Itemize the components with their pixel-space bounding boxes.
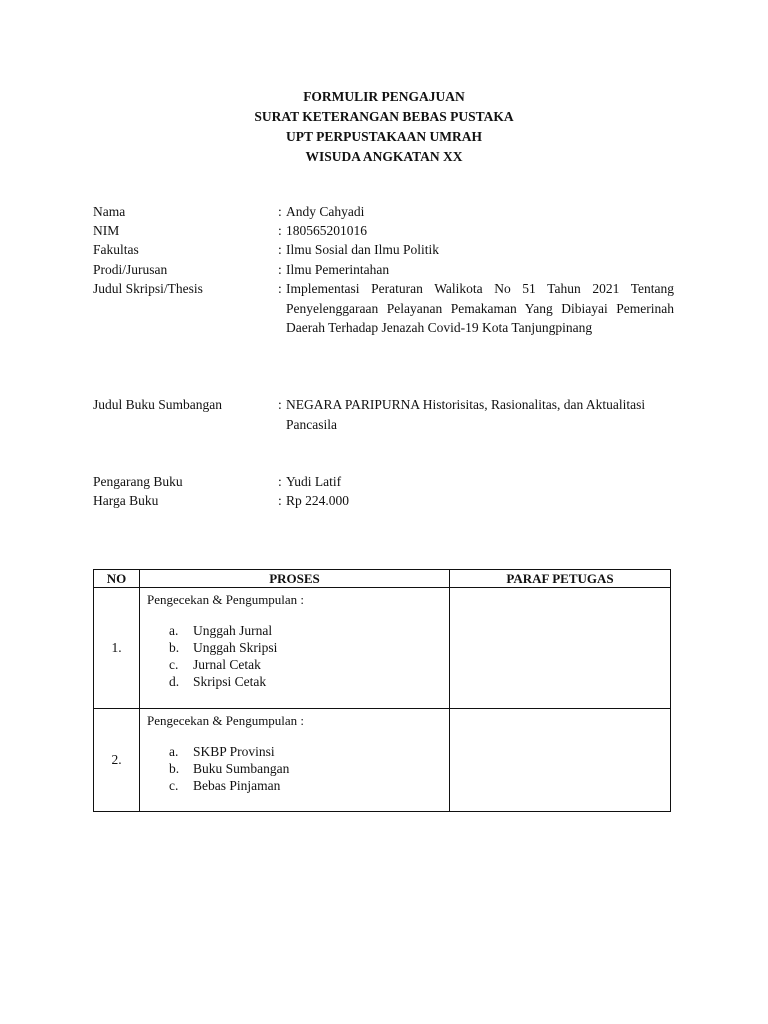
list-marker: b. [169,639,180,655]
field-colon: : [278,262,282,277]
header-proses: PROSES [140,570,450,588]
process-heading: Pengecekan & Pengumpulan : [147,592,305,607]
list-item-text: Jurnal Cetak [193,656,261,672]
paraf-cell [450,588,671,709]
field-value-nim: 180565201016 [286,223,367,238]
table-row [94,709,671,812]
field-label: Prodi/Jurusan [93,262,168,277]
table-header-row [94,570,671,588]
list-marker: b. [169,760,180,776]
process-list [147,622,449,690]
row-process [140,588,450,709]
field-colon: : [278,493,282,508]
list-item [147,656,449,673]
process-table [93,569,671,812]
field-colon: : [278,397,282,412]
header-paraf-petugas: PARAF PETUGAS [450,570,671,588]
title-line-3: UPT PERPUSTAKAAN UMRAH [285,129,482,144]
title-line-2: SURAT KETERANGAN BEBAS PUSTAKA [254,109,514,124]
list-marker: c. [169,656,179,672]
field-colon: : [278,223,282,238]
field-label: Fakultas [93,242,139,257]
list-item [147,622,449,639]
row-number: 2. [94,709,140,812]
field-colon: : [278,281,282,296]
field-colon: : [278,242,282,257]
row-number: 1. [94,588,140,709]
field-label: Harga Buku [93,493,159,508]
list-item-text: Unggah Jurnal [193,622,273,638]
form-title [0,87,768,167]
title-line-1: FORMULIR PENGAJUAN [303,89,465,104]
field-label: Judul Buku Sumbangan [93,397,223,412]
list-marker: a. [169,622,179,638]
field-label: Nama [93,204,126,219]
list-item [147,639,449,656]
list-item [147,777,449,794]
field-label: Pengarang Buku [93,474,183,489]
field-value-judul-skripsi: Implementasi Peraturan Walikota No 51 Tahun 2021 Tentang Penyelenggaraan Pelayanan Pemakaman Yang Dibiayai Pemerinah Daerah Terhadap Jenazah Covid-19 Kota Tanjungpinang [286,281,674,335]
field-value-pengarang: Yudi Latif [286,474,342,489]
field-label: NIM [93,223,120,238]
field-label: Judul Skripsi/Thesis [93,281,203,296]
row-process [140,709,450,812]
field-colon: : [278,474,282,489]
field-value-fakultas: Ilmu Sosial dan Ilmu Politik [286,242,440,257]
field-value-nama: Andy Cahyadi [286,204,365,219]
list-item-text: Buku Sumbangan [193,760,290,776]
field-value-judul-buku: NEGARA PARIPURNA Historisitas, Rasionalitas, dan Aktualitasi Pancasila [286,397,646,432]
paraf-cell [450,709,671,812]
list-item [147,673,449,690]
list-item-text: SKBP Provinsi [193,743,275,759]
list-item-text: Unggah Skripsi [193,639,278,655]
field-value-harga: Rp 224.000 [286,493,350,508]
title-line-4: WISUDA ANGKATAN XX [305,149,463,164]
list-item-text: Skripsi Cetak [193,673,267,689]
process-heading: Pengecekan & Pengumpulan : [147,713,305,728]
table-row [94,588,671,709]
list-item [147,743,449,760]
field-colon: : [278,204,282,219]
list-item-text: Bebas Pinjaman [193,777,281,793]
field-value-prodi: Ilmu Pemerintahan [286,262,390,277]
list-marker: c. [169,777,179,793]
list-item [147,760,449,777]
process-list [147,743,449,794]
header-no: NO [94,570,140,588]
list-marker: a. [169,743,179,759]
list-marker: d. [169,673,180,689]
